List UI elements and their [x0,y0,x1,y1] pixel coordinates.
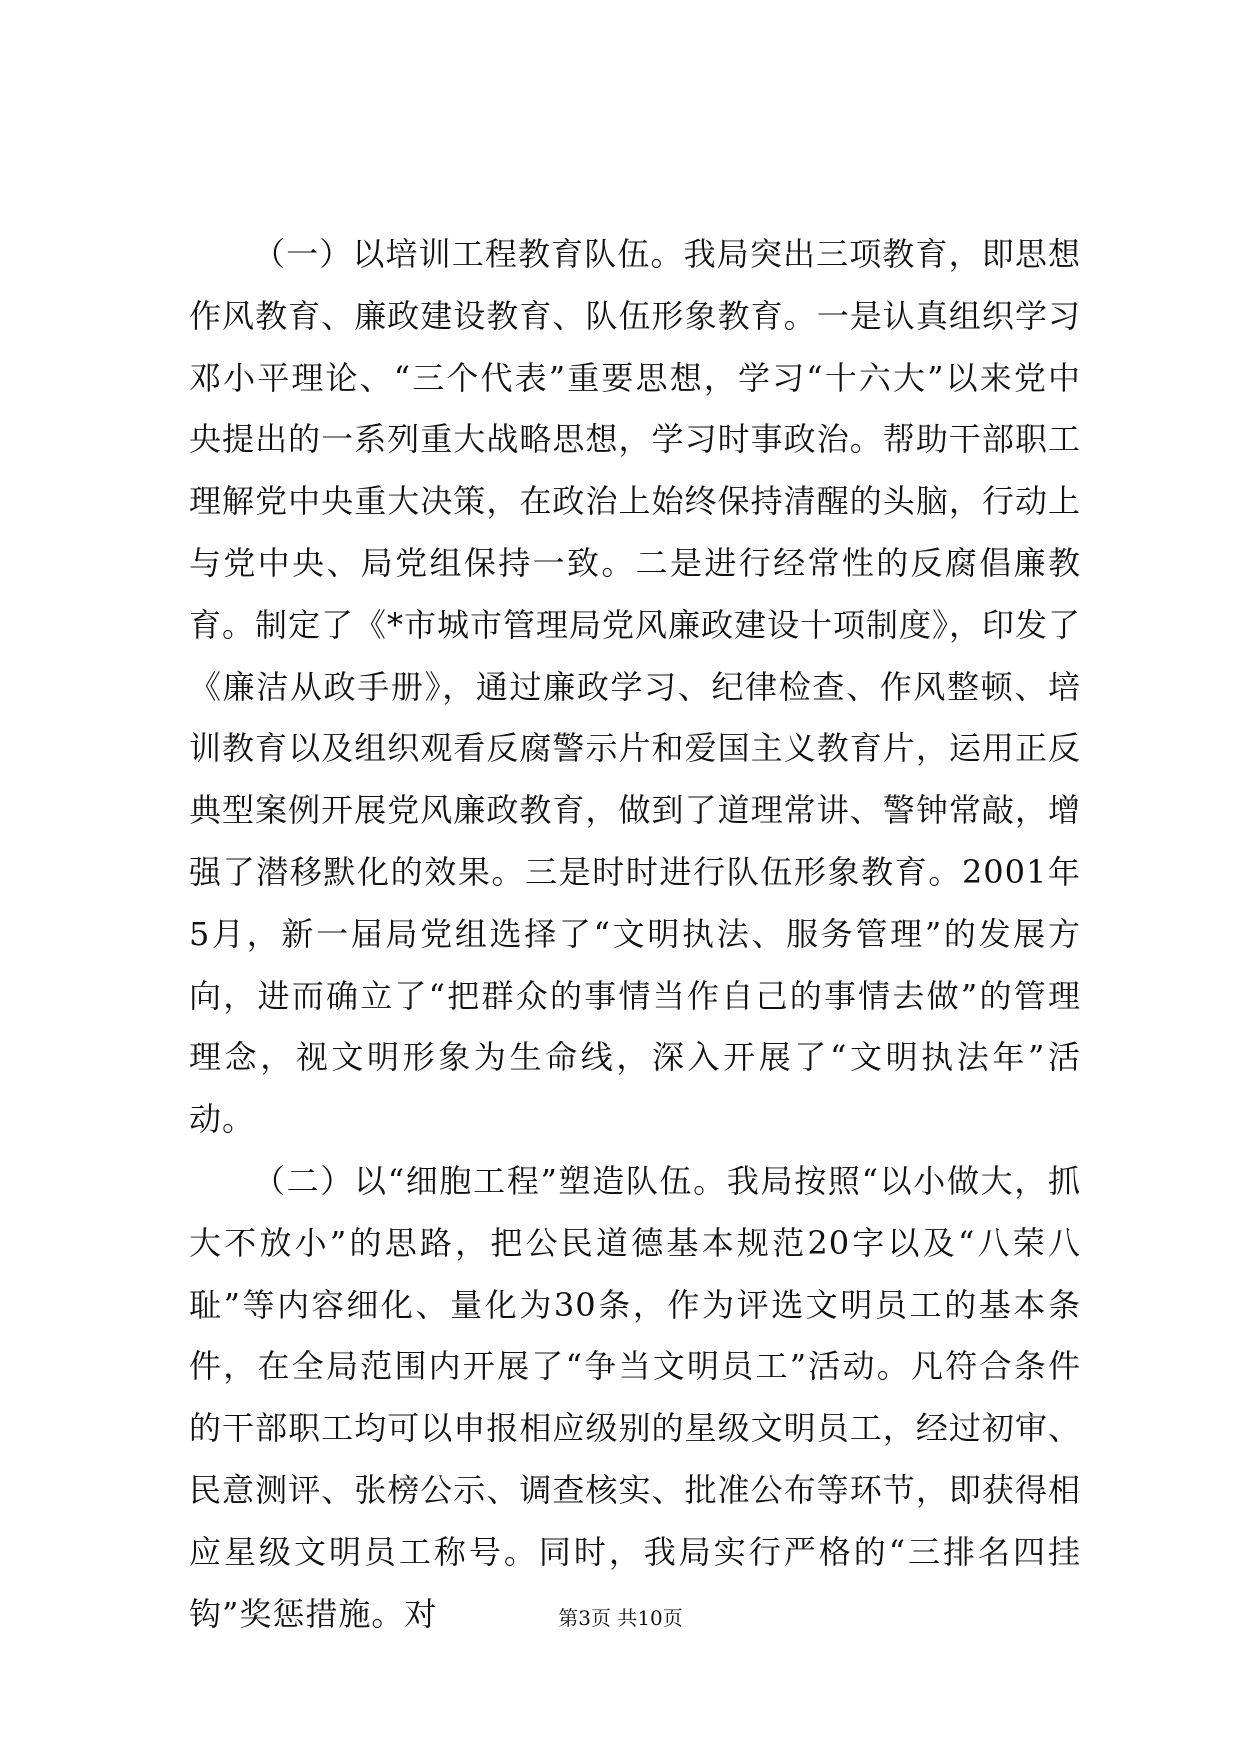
page-footer: 第3页 共10页 [558,1606,683,1630]
paragraph-2: （二）以“细胞工程”塑造队伍。我局按照“以小做大，抓大不放小”的思路，把公民道德基本规范20字以及“八荣八耻”等内容细化、量化为30条，作为评选文明员工的基本条件，在全局范围内开展了“争当文明员工”活动。凡符合条件的干部职工均可以申报相应级别的星级文明员工，经过初审、民意测评、张榜公示、调查核实、批准公布等环节，即获得相应星级文明员工称号。同时，我局实行严格的“三排名四挂钩”奖惩措施。对 [189,1161,1081,1633]
document-body [189,224,1081,1645]
paragraph-1: （一）以培训工程教育队伍。我局突出三项教育，即思想作风教育、廉政建设教育、队伍形象教育。一是认真组织学习邓小平理论、“三个代表”重要思想，学习“十六大”以来党中央提出的一系列重大战略思想，学习时事政治。帮助干部职工理解党中央重大决策，在政治上始终保持清醒的头脑，行动上与党中央、局党组保持一致。二是进行经常性的反腐倡廉教育。制定了《*市城市管理局党风廉政建设十项制度》，印发了《廉洁从政手册》，通过廉政学习、纪律检查、作风整顿、培训教育以及组织观看反腐警示片和爱国主义教育片，运用正反典型案例开展党风廉政教育，做到了道理常讲、警钟常敲，增强了潜移默化的效果。三是时时进行队伍形象教育。2001年5月，新一届局党组选择了“文明执法、服务管理”的发展方向，进而确立了“把群众的事情当作自己的事情去做”的管理理念，视文明形象为生命线，深入开展了“文明执法年”活动。 [189,235,1082,1139]
